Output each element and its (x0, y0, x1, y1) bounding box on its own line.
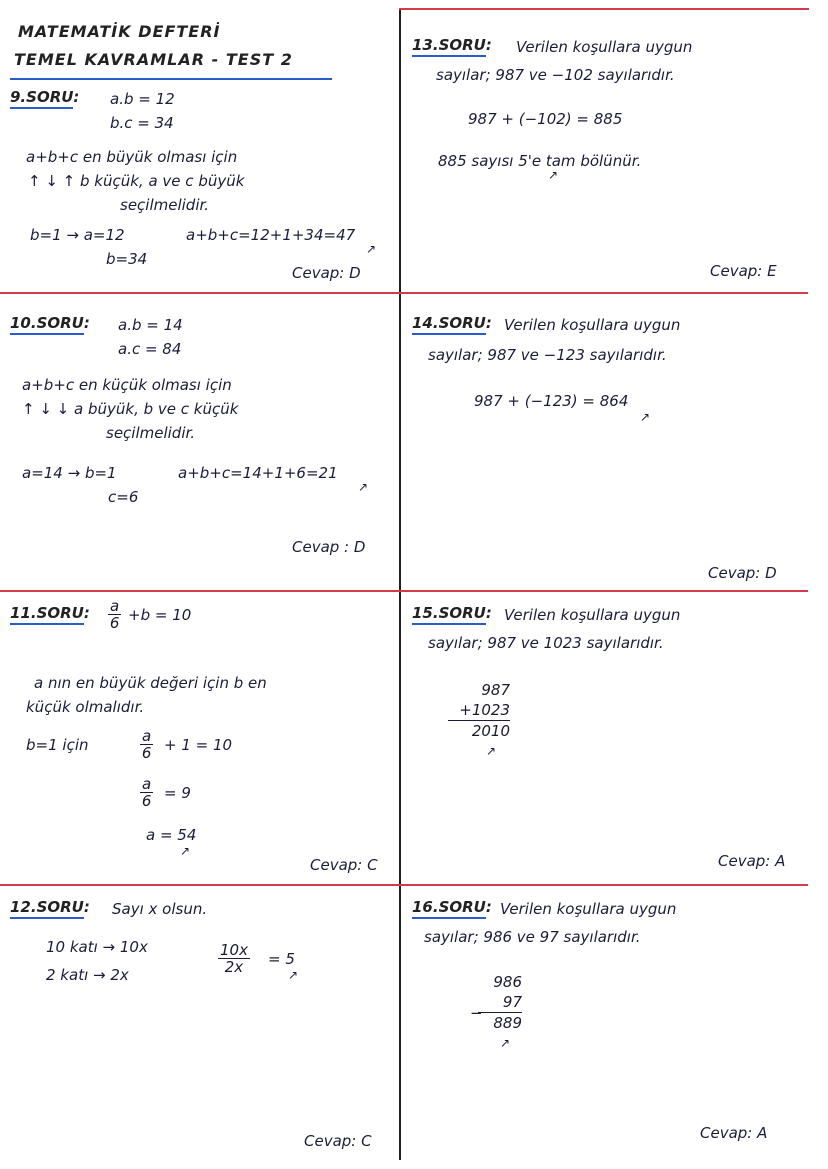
q14-answer: Cevap: D (708, 564, 777, 582)
q12-title: 12.SORU: (10, 898, 90, 916)
q10-title: 10.SORU: (10, 314, 90, 332)
q11-answer-mark: ↗ (180, 844, 191, 858)
q15-line2: sayılar; 987 ve 1023 sayılarıdır. (428, 634, 664, 652)
q10-line2: ↑ ↓ ↓ a büyük, b ve c küçük (22, 400, 239, 418)
q10-answer-mark: ↗ (358, 480, 369, 494)
q13-line2: sayılar; 987 ve −102 sayılarıdır. (436, 66, 675, 84)
row-divider-3 (0, 884, 808, 886)
q12-answer: Cevap: C (304, 1132, 372, 1150)
q13-title: 13.SORU: (412, 36, 492, 54)
q15-answer: Cevap: A (718, 852, 786, 870)
q9-title: 9.SORU: (10, 88, 79, 106)
center-divider (399, 8, 401, 1160)
q11-step1-rest: + 1 = 10 (164, 736, 233, 754)
q16-answer: Cevap: A (700, 1124, 768, 1142)
q11-title: 11.SORU: (10, 604, 90, 622)
q10-line4a: a=14 → b=1 (22, 464, 117, 482)
header-line-1: MATEMATİK DEFTERİ (18, 22, 221, 41)
q16-subtrahend: 97 (478, 992, 522, 1013)
q13-line3: 987 + (−102) = 885 (468, 110, 623, 128)
q12-result: = 5 (268, 950, 295, 968)
q16-line2: sayılar; 986 ve 97 sayılarıdır. (424, 928, 641, 946)
q11-eq-rest: +b = 10 (128, 606, 192, 624)
q9-line4b: a+b+c=12+1+34=47 (186, 226, 356, 244)
q14-line1: Verilen koşullara uygun (504, 316, 681, 334)
q13-line1: Verilen koşullara uygun (516, 38, 693, 56)
q15-line1: Verilen koşullara uygun (504, 606, 681, 624)
q13-answer-mark: ↗ (548, 168, 559, 182)
row-divider-1 (0, 292, 808, 294)
q16-minuend: 986 (493, 973, 522, 991)
q11-answer: Cevap: C (310, 856, 378, 874)
q14-answer-mark: ↗ (640, 410, 651, 424)
q10-line4b: a+b+c=14+1+6=21 (178, 464, 338, 482)
q9-answer-mark: ↗ (366, 242, 377, 256)
q15-addition (448, 680, 510, 741)
q16-answer-mark: ↗ (500, 1036, 511, 1050)
q10-line3: seçilmelidir. (106, 424, 196, 442)
q9-line3: seçilmelidir. (120, 196, 210, 214)
q9-line4a: b=1 → a=12 (30, 226, 125, 244)
q10-eq2: a.c = 84 (118, 340, 182, 358)
q16-difference: 889 (493, 1014, 522, 1032)
q13-line4: 885 sayısı 5'e tam bölünür. (438, 152, 642, 170)
q14-title: 14.SORU: (412, 314, 492, 332)
q11-line2: küçük olmalıdır. (26, 698, 145, 716)
header-line-2: TEMEL KAVRAMLAR - TEST 2 (14, 50, 293, 69)
header-underline (10, 78, 332, 80)
q11-step2-rest: = 9 (164, 784, 191, 802)
q11-line3: b=1 için (26, 736, 89, 754)
q16-line1: Verilen koşullara uygun (500, 900, 677, 918)
q14-line2: sayılar; 987 ve −123 sayılarıdır. (428, 346, 667, 364)
q9-line5: b=34 (106, 250, 148, 268)
q12-line1: Sayı x olsun. (112, 900, 208, 918)
q12-line3: 2 katı → 2x (46, 966, 129, 984)
q10-line1: a+b+c en küçük olması için (22, 376, 232, 394)
q9-line2: ↑ ↓ ↑ b küçük, a ve c büyük (28, 172, 245, 190)
q9-eq2: b.c = 34 (110, 114, 174, 132)
q9-answer: Cevap: D (292, 264, 361, 282)
q11-line1: a nın en büyük değeri için b en (34, 674, 267, 692)
q13-answer: Cevap: E (710, 262, 777, 280)
q15-sum: 2010 (471, 722, 510, 740)
q16-minus-sign: − (470, 1004, 483, 1022)
row-divider-2 (0, 590, 808, 592)
top-right-divider (399, 8, 809, 10)
q14-line3: 987 + (−123) = 864 (474, 392, 629, 410)
q15-title: 15.SORU: (412, 604, 492, 622)
q10-eq1: a.b = 14 (118, 316, 183, 334)
q16-title: 16.SORU: (412, 898, 492, 916)
q15-answer-mark: ↗ (486, 744, 497, 758)
q11-fraction: $\frac{a}{6}$ (109, 597, 120, 632)
q11-step3: a = 54 (146, 826, 197, 844)
q15-addend-1: 987 (481, 681, 510, 699)
q10-answer: Cevap : D (292, 538, 366, 556)
q16-subtraction (478, 972, 522, 1033)
q10-line5: c=6 (108, 488, 139, 506)
q11-step1-fraction: $\frac{a}{6}$ (141, 727, 152, 762)
q11-step2-fraction: $\frac{a}{6}$ (141, 775, 152, 810)
q15-addend-2: +1023 (448, 700, 510, 721)
q12-answer-mark: ↗ (288, 968, 299, 982)
q9-eq1: a.b = 12 (110, 90, 175, 108)
q9-line1: a+b+c en büyük olması için (26, 148, 238, 166)
q12-line2: 10 katı → 10x (46, 938, 148, 956)
q12-fraction: $\frac{10x}{2x}$ (220, 941, 248, 976)
